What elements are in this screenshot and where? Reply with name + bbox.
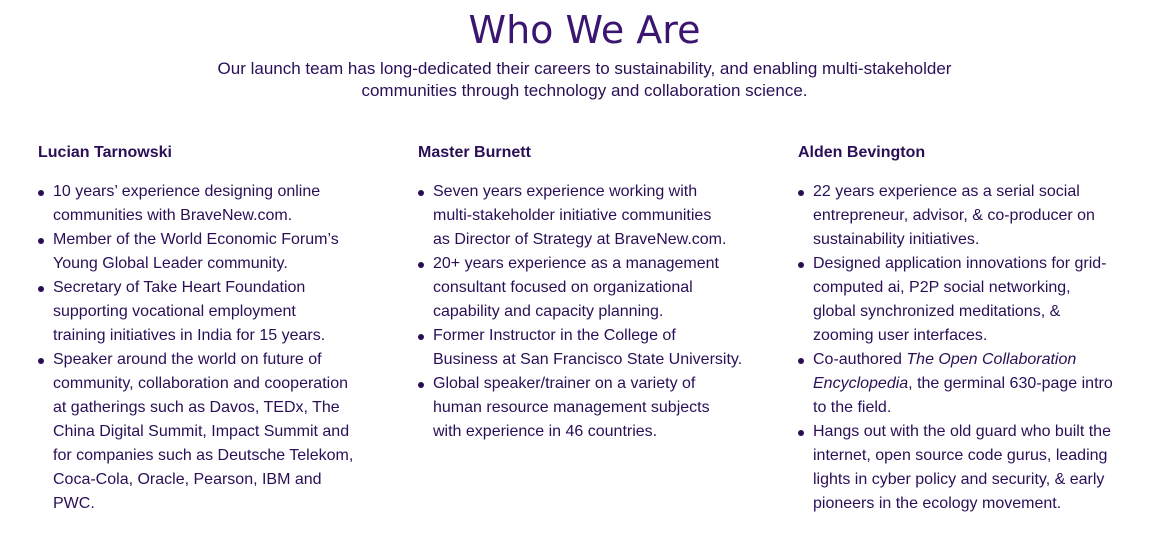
- bullet-text: [813, 348, 1148, 372]
- bullet-icon: [38, 286, 44, 292]
- list-item: [418, 180, 768, 252]
- list-item: [798, 180, 1148, 252]
- member-name: Master Burnett: [418, 144, 531, 161]
- list-item: [798, 420, 1148, 516]
- bullet-text: as Director of Strategy at BraveNew.com.: [433, 231, 727, 248]
- member-bullets: [38, 180, 388, 516]
- bullet-text: internet, open source code gurus, leading: [813, 447, 1108, 464]
- bullet-text: 10 years’ experience designing online: [53, 183, 321, 200]
- bullet-text: multi-stakeholder initiative communities: [433, 207, 712, 224]
- team-member-master: [418, 141, 768, 444]
- subtitle-line: communities through technology and collaboration science.: [361, 81, 808, 100]
- bullet-text: Secretary of Take Heart Foundation: [53, 279, 306, 296]
- bullet-icon: [418, 382, 424, 388]
- bullet-text: consultant focused on organizational: [433, 279, 693, 296]
- list-item: [418, 372, 768, 444]
- bullet-text: computed ai, P2P social networking,: [813, 279, 1071, 296]
- bullet-text: with experience in 46 countries.: [433, 423, 658, 440]
- bullet-icon: [38, 358, 44, 364]
- bullet-text: Seven years experience working with: [433, 183, 698, 200]
- bullet-text: Hangs out with the old guard who built the: [813, 423, 1111, 440]
- bullet-text: pioneers in the ecology movement.: [813, 495, 1062, 512]
- list-item: [38, 180, 388, 228]
- list-item: [38, 276, 388, 348]
- bullet-icon: [798, 262, 804, 268]
- bullet-text: Designed application innovations for grid-: [813, 255, 1107, 272]
- list-item: [798, 252, 1148, 348]
- coauthored-prefix: Co-authored: [813, 351, 907, 368]
- bullet-text: entrepreneur, advisor, & co-producer on: [813, 207, 1095, 224]
- bullet-icon: [798, 358, 804, 364]
- team-member-alden: [798, 141, 1148, 516]
- bullet-icon: [418, 190, 424, 196]
- coauthored-suffix: , the germinal 630-page intro: [908, 375, 1113, 392]
- bullet-text: Former Instructor in the College of: [433, 327, 676, 344]
- bullet-text: training initiatives in India for 15 years.: [53, 327, 326, 344]
- bullet-text: human resource management subjects: [433, 399, 710, 416]
- member-bullets: [418, 180, 768, 444]
- bullet-text: lights in cyber policy and security, & early: [813, 471, 1105, 488]
- bullet-text: PWC.: [53, 495, 95, 512]
- bullet-icon: [418, 262, 424, 268]
- bullet-text: for companies such as Deutsche Telekom,: [53, 447, 354, 464]
- bullet-text: to the field.: [813, 399, 892, 416]
- bullet-icon: [38, 190, 44, 196]
- list-item: [418, 252, 768, 324]
- page-subtitle: [0, 58, 1169, 102]
- list-item: [798, 348, 1148, 420]
- page-title: Who We Are: [468, 8, 701, 52]
- subtitle-line: Our launch team has long-dedicated their careers to sustainability, and enabling multi-stakeholder: [217, 59, 952, 78]
- book-title: Encyclopedia: [813, 375, 909, 392]
- bullet-text: communities with BraveNew.com.: [53, 207, 293, 224]
- bullet-text: supporting vocational employment: [53, 303, 296, 320]
- book-title: The Open Collaboration: [906, 351, 1077, 368]
- bullet-text: capability and capacity planning.: [433, 303, 664, 320]
- bullet-icon: [798, 430, 804, 436]
- list-item: [418, 324, 768, 372]
- bullet-icon: [418, 334, 424, 340]
- team-member-lucian: [38, 141, 388, 516]
- bullet-text: community, collaboration and cooperation: [53, 375, 348, 392]
- list-item: [38, 228, 388, 276]
- member-name: Lucian Tarnowski: [38, 144, 172, 161]
- bullet-text: 20+ years experience as a management: [433, 255, 719, 272]
- bullet-text: Member of the World Economic Forum’s: [53, 231, 339, 248]
- bullet-text: global synchronized meditations, &: [813, 303, 1061, 320]
- bullet-text: 22 years experience as a serial social: [813, 183, 1080, 200]
- member-bullets: [798, 180, 1148, 516]
- bullet-text: Coca-Cola, Oracle, Pearson, IBM and: [53, 471, 322, 488]
- bullet-icon: [38, 238, 44, 244]
- bullet-text: at gatherings such as Davos, TEDx, The: [53, 399, 340, 416]
- bullet-icon: [798, 190, 804, 196]
- bullet-text: Speaker around the world on future of: [53, 351, 322, 368]
- bullet-text: China Digital Summit, Impact Summit and: [53, 423, 350, 440]
- bullet-text: zooming user interfaces.: [813, 327, 988, 344]
- bullet-text: Young Global Leader community.: [53, 255, 288, 272]
- bullet-text: Global speaker/trainer on a variety of: [433, 375, 696, 392]
- bullet-text: [813, 372, 1148, 396]
- bullet-text: Business at San Francisco State University.: [433, 351, 743, 368]
- bullet-text: sustainability initiatives.: [813, 231, 980, 248]
- list-item: [38, 348, 388, 516]
- member-name: Alden Bevington: [798, 144, 926, 161]
